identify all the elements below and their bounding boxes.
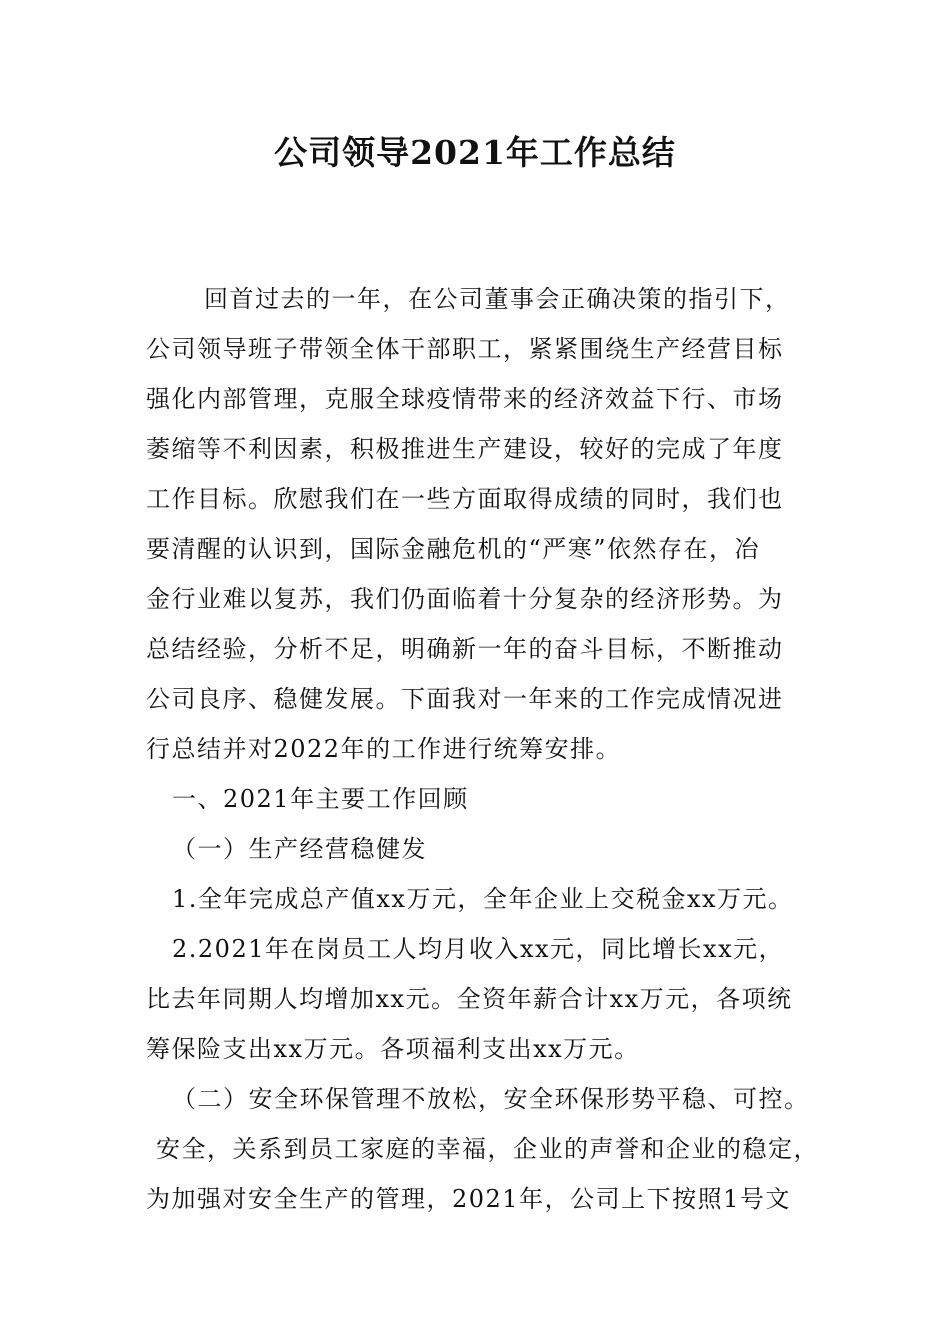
paragraph-line: 公司良序、稳健发展。下面我对一年来的工作完成情况进 bbox=[146, 685, 784, 713]
paragraph-line: 筹保险支出xx万元。各项福利支出xx万元。 bbox=[146, 1035, 640, 1063]
subsection-heading: （一）生产经营稳健发 bbox=[172, 835, 427, 863]
list-item: 2.2021年在岗员工人均月收入xx元，同比增长xx元， bbox=[172, 935, 785, 963]
paragraph-line: 行总结并对2022年的工作进行统筹安排。 bbox=[146, 735, 622, 763]
paragraph-line: 金行业难以复苏，我们仍面临着十分复杂的经济形势。为 bbox=[146, 585, 784, 613]
paragraph-line: 安全，关系到员工家庭的幸福，企业的声誉和企业的稳定， bbox=[156, 1135, 819, 1163]
document-title: 公司领导2021年工作总结 bbox=[274, 133, 676, 172]
subsection-heading: （二）安全环保管理不放松，安全环保形势平稳、可控。 bbox=[172, 1085, 810, 1113]
paragraph-line: 为加强对安全生产的管理，2021年，公司上下按照1号文 bbox=[146, 1185, 791, 1213]
paragraph-line: 总结经验，分析不足，明确新一年的奋斗目标，不断推动 bbox=[146, 635, 784, 663]
paragraph-line: 比去年同期人均增加xx元。全资年薪合计xx万元，各项统 bbox=[146, 985, 793, 1013]
paragraph-line: 强化内部管理，克服全球疫情带来的经济效益下行、市场 bbox=[146, 385, 784, 413]
paragraph-line: 公司领导班子带领全体干部职工，紧紧围绕生产经营目标 bbox=[146, 335, 784, 363]
paragraph-line: 萎缩等不利因素，积极推进生产建设，较好的完成了年度 bbox=[146, 435, 784, 463]
section-heading: 一、2021年主要工作回顾 bbox=[172, 785, 469, 813]
paragraph-line: 要清醒的认识到，国际金融危机的“严寒”依然存在，冶 bbox=[146, 535, 761, 563]
list-item: 1.全年完成总产值xx万元，全年企业上交税金xx万元。 bbox=[172, 885, 794, 913]
paragraph-line: 工作目标。欣慰我们在一些方面取得成绩的同时，我们也 bbox=[146, 485, 784, 513]
paragraph-line: 回首过去的一年，在公司董事会正确决策的指引下， bbox=[204, 285, 791, 313]
